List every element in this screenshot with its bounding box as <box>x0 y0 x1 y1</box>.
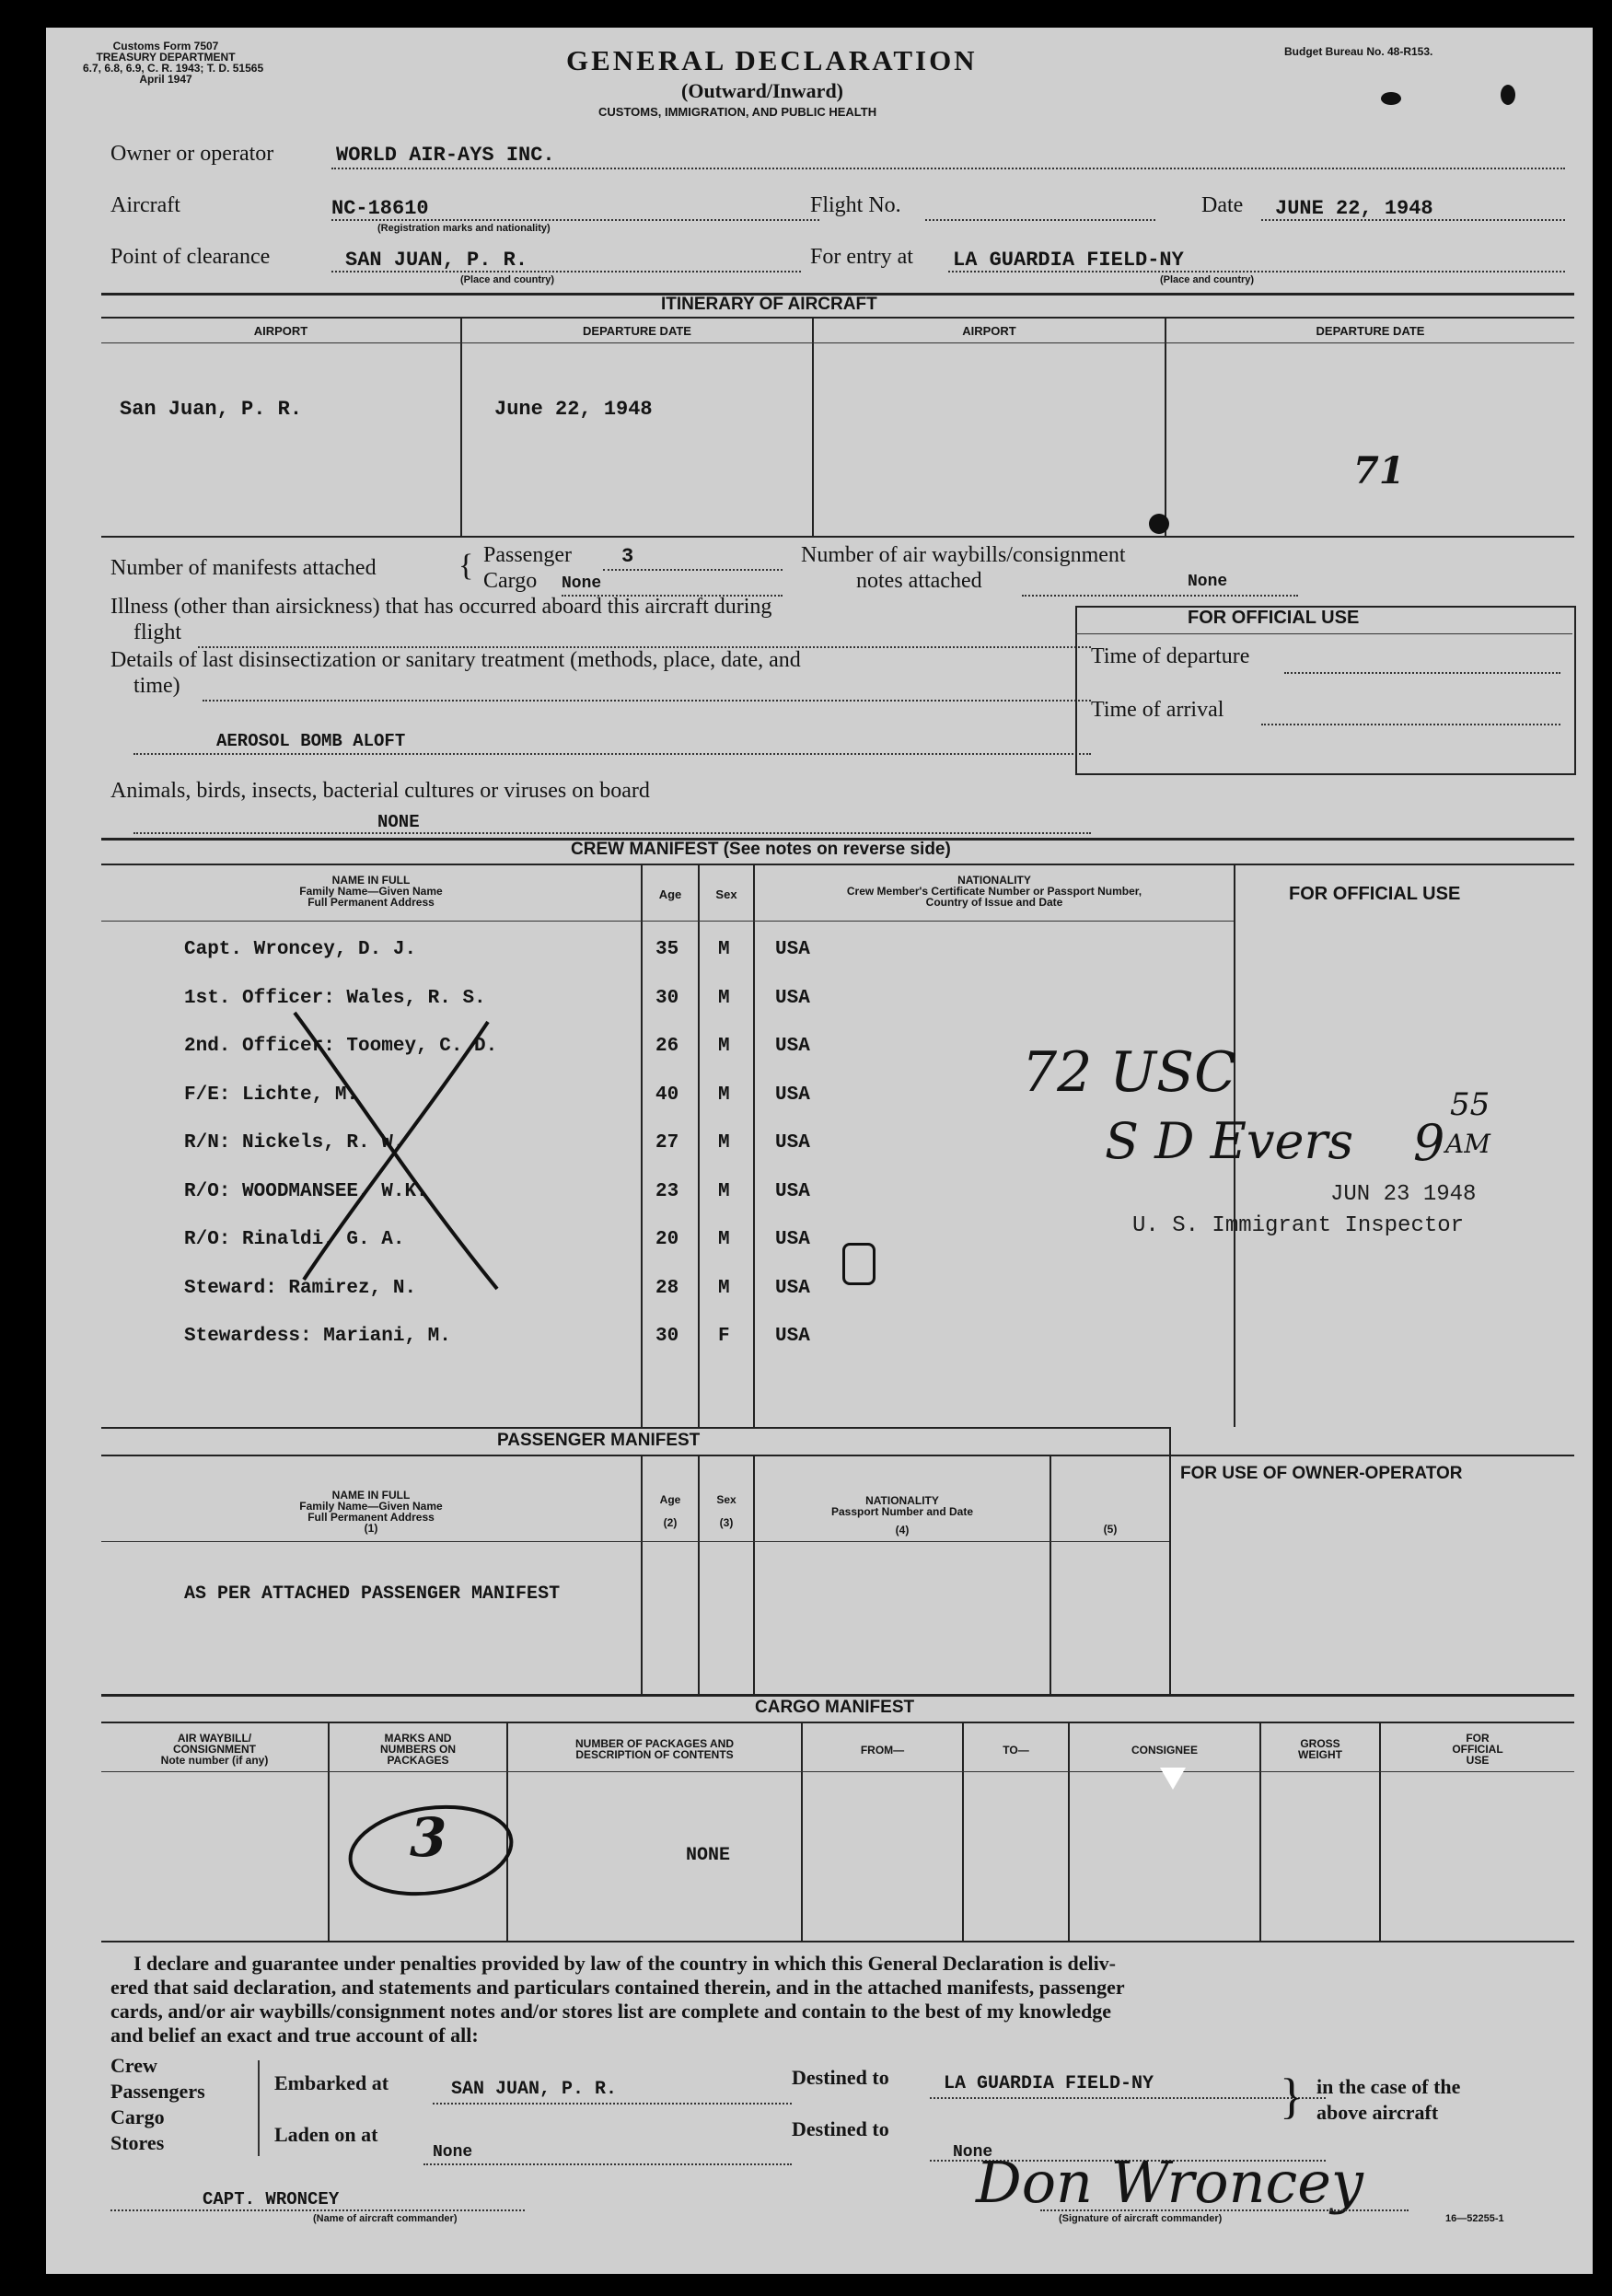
cargo-header-from: FROM— <box>860 1744 905 1757</box>
animals-line <box>133 832 1091 834</box>
itinerary-header-airport-1: AIRPORT <box>253 324 308 338</box>
page-subtitle-2: CUSTOMS, IMMIGRATION, AND PUBLIC HEALTH <box>598 105 877 119</box>
crew-title-rule <box>101 864 1574 865</box>
ink-speck <box>1381 92 1401 105</box>
embarked-label: Embarked at <box>274 2071 389 2094</box>
date-value: JUNE 22, 1948 <box>1275 197 1433 220</box>
itinerary-bottom-rule <box>101 536 1574 538</box>
category-crew: Crew <box>110 2054 157 2077</box>
passenger-header-sex-label: Sex <box>716 1493 736 1506</box>
crew-name: R/O: Rinaldi, G. A. <box>184 1229 405 1250</box>
crew-sex: M <box>718 1277 730 1299</box>
crew-header-rule <box>101 921 1234 922</box>
passenger-header-age-num: (2) <box>663 1516 678 1529</box>
official-use-title: FOR OFFICIAL USE <box>1188 608 1360 628</box>
crew-age: 40 <box>655 1084 679 1106</box>
crew-nationality: USA <box>775 1132 810 1154</box>
crew-header-name-2: Family Name—Given Name <box>299 885 443 898</box>
cargo-header-to: TO— <box>1003 1744 1029 1757</box>
laden-label: Laden on at <box>274 2123 378 2146</box>
itinerary-title-rule <box>101 317 1574 319</box>
declaration-line-1: I declare and guarantee under penalties provided by law of the country in which this General Declaration is deliv- <box>133 1952 1117 1975</box>
crew-header-nat-1: NATIONALITY <box>957 874 1031 887</box>
destined-label-1: Destined to <box>792 2066 889 2089</box>
itinerary-airport: San Juan, P. R. <box>120 398 303 421</box>
crew-strike-mark <box>276 1003 516 1298</box>
budget-bureau: Budget Bureau No. 48-R153. <box>1284 45 1433 58</box>
disinsect-line-1 <box>203 700 1091 702</box>
crew-age: 20 <box>655 1229 679 1250</box>
passenger-col-sex <box>698 1455 700 1694</box>
crew-header-official: FOR OFFICIAL USE <box>1289 884 1461 904</box>
disinsect-label-2: time) <box>133 674 180 698</box>
waybills-line <box>1022 595 1298 597</box>
passenger-header-age <box>643 1493 698 1530</box>
handwritten-code: 72 USC <box>1022 1040 1236 1105</box>
department-name: TREASURY DEPARTMENT <box>96 51 236 64</box>
page-title: GENERAL DECLARATION <box>566 44 978 76</box>
declaration-categories <box>110 2053 205 2156</box>
crew-sex: M <box>718 987 730 1009</box>
crew-sex: M <box>718 1084 730 1106</box>
category-cargo: Cargo <box>110 2105 165 2128</box>
declaration-line-2: ered that said declaration, and statements and particulars contained therein, and in the attached manifests, passenger <box>110 1976 1125 1999</box>
form-date: April 1947 <box>139 73 192 86</box>
animals-label: Animals, birds, insects, bacterial cultures or viruses on board <box>110 779 650 803</box>
ink-speck <box>842 1243 876 1285</box>
crew-sex: F <box>718 1326 730 1347</box>
time-departure-line <box>1284 672 1560 674</box>
passenger-col-owner <box>1169 1427 1171 1694</box>
waybills-label-1: Number of air waybills/consignment <box>801 543 1126 567</box>
crew-age: 28 <box>655 1277 679 1299</box>
cargo-header-marks-1: MARKS AND <box>384 1732 452 1745</box>
handwritten-time-minutes: 55 <box>1450 1086 1490 1123</box>
crew-age: 26 <box>655 1036 679 1057</box>
manifests-brace: { <box>458 549 474 583</box>
cargo-header-num <box>508 1738 801 1760</box>
waybills-label-2: notes attached <box>856 569 982 593</box>
destined-label-2: Destined to <box>792 2117 889 2140</box>
cargo-header-official-1: FOR <box>1466 1732 1490 1745</box>
passenger-value: 3 <box>621 545 634 568</box>
crew-name: Stewardess: Mariani, M. <box>184 1326 451 1347</box>
crew-nationality: USA <box>775 1277 810 1299</box>
passenger-header-sex-num: (3) <box>719 1516 734 1529</box>
page-subtitle: (Outward/Inward) <box>681 79 844 102</box>
time-departure-label: Time of departure <box>1091 644 1250 668</box>
cargo-header-marks <box>330 1733 506 1766</box>
crew-name: F/E: Lichte, M. <box>184 1084 359 1106</box>
cargo-header-num-1: NUMBER OF PACKAGES AND <box>574 1737 734 1750</box>
passenger-header-name <box>101 1490 641 1534</box>
passenger-header-nat-num: (4) <box>895 1524 910 1536</box>
scan-notch <box>1160 1768 1186 1790</box>
cargo-header-gross-1: GROSS <box>1300 1737 1340 1750</box>
cargo-header-consignee: CONSIGNEE <box>1131 1744 1198 1757</box>
clearance-note: (Place and country) <box>460 274 555 285</box>
signature-line <box>1040 2209 1409 2211</box>
itinerary-col-1 <box>460 317 462 536</box>
passenger-header-name-num: (1) <box>364 1522 378 1535</box>
passenger-header-age-label: Age <box>659 1493 681 1506</box>
form-paper <box>46 28 1593 2274</box>
flight-label: Flight No. <box>810 193 901 217</box>
cargo-title-rule <box>101 1722 1574 1723</box>
passenger-header-nat-2: Passport Number and Date <box>830 1505 974 1518</box>
cargo-header-waybill-2: CONSIGNMENT <box>173 1743 256 1756</box>
passenger-line <box>603 569 783 571</box>
entry-note: (Place and country) <box>1160 274 1255 285</box>
crew-name: Steward: Ramirez, N. <box>184 1277 417 1299</box>
itinerary-departure: June 22, 1948 <box>494 398 653 421</box>
itinerary-col-2 <box>812 317 814 536</box>
time-arrival-line <box>1261 724 1560 725</box>
clearance-value: SAN JUAN, P. R. <box>345 249 528 272</box>
crew-header-nat-2: Crew Member's Certificate Number or Passport Number, <box>846 885 1142 898</box>
commander-line <box>110 2209 525 2211</box>
cargo-header-waybill <box>101 1733 328 1766</box>
form-number: Customs Form 7507 <box>112 40 219 52</box>
entry-label: For entry at <box>810 245 913 269</box>
aircraft-value: NC-18610 <box>331 197 429 220</box>
crew-age: 35 <box>655 939 679 960</box>
crew-title: CREW MANIFEST (See notes on reverse side) <box>571 840 951 859</box>
time-arrival-label: Time of arrival <box>1091 698 1224 722</box>
in-case-line-1: in the case of the <box>1316 2075 1461 2098</box>
form-header-left <box>83 40 264 86</box>
disinsect-line-2 <box>133 753 1091 755</box>
crew-header-sex: Sex <box>715 887 737 901</box>
regulations: 6.7, 6.8, 6.9, C. R. 1943; T. D. 51565 <box>83 62 264 75</box>
itinerary-handwritten-number: 71 <box>1353 449 1405 493</box>
passenger-header-rule <box>101 1541 1169 1542</box>
destined-value-1: LA GUARDIA FIELD-NY <box>944 2073 1154 2094</box>
ink-speck <box>1149 514 1169 534</box>
crew-sex: M <box>718 1132 730 1154</box>
crew-header-nationality <box>755 875 1234 908</box>
crew-age: 30 <box>655 987 679 1009</box>
itinerary-header-departure-1: DEPARTURE DATE <box>583 324 691 338</box>
animals-value: NONE <box>377 812 420 832</box>
owner-line <box>331 168 1565 169</box>
crew-nationality: USA <box>775 987 810 1009</box>
crew-col-sex <box>698 864 700 1427</box>
destined-value-2: None <box>953 2143 993 2162</box>
stamp-title: U. S. Immigrant Inspector <box>1132 1213 1465 1238</box>
cargo-label: Cargo <box>483 569 538 593</box>
handwritten-officer-signature: S D Evers <box>1105 1112 1354 1170</box>
category-stores: Stores <box>110 2131 165 2154</box>
destined-line-1 <box>930 2097 1326 2099</box>
crew-name: Capt. Wroncey, D. J. <box>184 939 417 960</box>
passenger-row: AS PER ATTACHED PASSENGER MANIFEST <box>184 1583 561 1605</box>
itinerary-header-departure-2: DEPARTURE DATE <box>1316 324 1425 338</box>
laden-value: None <box>433 2143 473 2162</box>
crew-name: R/O: WOODMANSEE, W.K. <box>184 1180 428 1202</box>
commander-signature: Don Wroncey <box>976 2149 1363 2216</box>
passenger-top-rule <box>101 1427 1169 1429</box>
passenger-header-name-3: Full Permanent Address <box>307 1511 435 1524</box>
declaration-line-3: cards, and/or air waybills/consignment notes and/or stores list are complete and contain to the best of my knowledge <box>110 2000 1111 2023</box>
cargo-header-official-2: OFFICIAL <box>1452 1743 1503 1756</box>
passenger-header-5: (5) <box>1103 1523 1118 1536</box>
cargo-header-marks-2: NUMBERS ON <box>379 1743 456 1756</box>
in-case-line-2: above aircraft <box>1316 2101 1439 2124</box>
passenger-col-nat <box>753 1455 755 1694</box>
crew-header-name-1: NAME IN FULL <box>331 874 411 887</box>
crew-col-nat <box>753 864 755 1427</box>
disinsect-value: AEROSOL BOMB ALOFT <box>216 731 406 751</box>
commander-note: (Name of aircraft commander) <box>313 2213 458 2224</box>
passenger-header-nat-1: NATIONALITY <box>865 1494 939 1507</box>
waybills-value: None <box>1188 573 1228 591</box>
crew-name: 1st. Officer: Wales, R. S. <box>184 987 486 1009</box>
aircraft-label: Aircraft <box>110 193 180 217</box>
cargo-value: None <box>562 574 602 593</box>
passenger-title: PASSENGER MANIFEST <box>497 1431 701 1450</box>
cargo-header-marks-3: PACKAGES <box>387 1754 449 1767</box>
cargo-header-gross-2: WEIGHT <box>1298 1748 1342 1761</box>
crew-header-name <box>101 875 641 908</box>
passenger-col-5 <box>1050 1455 1051 1694</box>
categories-brace <box>258 2060 260 2156</box>
crew-col-age <box>641 864 643 1427</box>
crew-nationality: USA <box>775 1036 810 1057</box>
cargo-header-official-3: USE <box>1466 1754 1490 1767</box>
cargo-header-waybill-3: Note number (if any) <box>160 1754 269 1767</box>
cargo-header-rule <box>101 1771 1574 1772</box>
crew-header-nat-3: Country of Issue and Date <box>925 896 1063 909</box>
category-passengers: Passengers <box>110 2080 205 2103</box>
passenger-header-nat <box>755 1495 1050 1536</box>
commander-name: CAPT. WRONCEY <box>203 2189 340 2209</box>
passenger-header-name-2: Family Name—Given Name <box>299 1500 443 1513</box>
cargo-title: CARGO MANIFEST <box>755 1698 915 1717</box>
crew-nationality: USA <box>775 1326 810 1347</box>
disinsect-label-1: Details of last disinsectization or sanitary treatment (methods, place, date, and <box>110 648 801 672</box>
crew-age: 27 <box>655 1132 679 1154</box>
handwritten-ampm: AM <box>1445 1129 1490 1159</box>
crew-nationality: USA <box>775 1229 810 1250</box>
cargo-header-official <box>1381 1733 1574 1766</box>
crew-sex: M <box>718 1036 730 1057</box>
owner-label: Owner or operator <box>110 142 274 166</box>
destined-brace: } <box>1280 2069 1304 2124</box>
embarked-line <box>433 2103 792 2105</box>
cargo-top-rule <box>101 1694 1574 1697</box>
illness-label-2: flight <box>133 620 181 644</box>
cargo-header-gross <box>1261 1738 1379 1760</box>
date-label: Date <box>1201 193 1244 217</box>
declaration-line-4: and belief an exact and true account of all: <box>110 2023 479 2047</box>
crew-name: 2nd. Officer: Toomey, C. D. <box>184 1036 498 1057</box>
crew-sex: M <box>718 1180 730 1202</box>
official-use-title-rule <box>1075 633 1572 634</box>
flight-line <box>925 219 1155 221</box>
passenger-header-owner: FOR USE OF OWNER-OPERATOR <box>1180 1464 1463 1483</box>
cargo-bottom-rule <box>101 1941 1574 1942</box>
crew-age: 30 <box>655 1326 679 1347</box>
handwritten-time: 9 <box>1413 1114 1445 1172</box>
crew-sex: M <box>718 1229 730 1250</box>
print-code: 16—52255-1 <box>1445 2213 1504 2224</box>
official-use-box <box>1075 606 1576 775</box>
passenger-title-rule <box>101 1455 1574 1456</box>
handwritten-package-count: 3 <box>410 1806 447 1869</box>
cargo-header-num-2: DESCRIPTION OF CONTENTS <box>575 1748 734 1761</box>
laden-line <box>423 2163 792 2165</box>
crew-name: R/N: Nickels, R. W. <box>184 1132 405 1154</box>
itinerary-col-3 <box>1165 317 1166 536</box>
owner-value: WORLD AIR-AYS INC. <box>336 144 555 167</box>
passenger-header-sex <box>700 1493 753 1530</box>
crew-nationality: USA <box>775 1180 810 1202</box>
itinerary-header-rule <box>101 342 1574 343</box>
aircraft-note: (Registration marks and nationality) <box>377 223 551 234</box>
manifests-label: Number of manifests attached <box>110 556 377 580</box>
passenger-col-age <box>641 1455 643 1694</box>
crew-header-name-3: Full Permanent Address <box>307 896 435 909</box>
crew-nationality: USA <box>775 939 810 960</box>
crew-sex: M <box>718 939 730 960</box>
crew-nationality: USA <box>775 1084 810 1106</box>
clearance-label: Point of clearance <box>110 245 271 269</box>
crew-header-age: Age <box>658 887 682 901</box>
itinerary-title: ITINERARY OF AIRCRAFT <box>661 295 877 314</box>
passenger-label: Passenger <box>483 543 572 567</box>
cargo-header-waybill-1: AIR WAYBILL/ <box>177 1732 252 1745</box>
itinerary-header-airport-2: AIRPORT <box>962 324 1016 338</box>
illness-label-1: Illness (other than airsickness) that has occurred aboard this aircraft during <box>110 595 772 619</box>
passenger-header-name-1: NAME IN FULL <box>331 1489 411 1502</box>
entry-value: LA GUARDIA FIELD-NY <box>953 249 1184 272</box>
embarked-value: SAN JUAN, P. R. <box>451 2079 618 2100</box>
ink-speck <box>1501 85 1515 105</box>
cargo-contents: NONE <box>686 1845 731 1866</box>
crew-age: 23 <box>655 1180 679 1202</box>
stamp-date: JUN 23 1948 <box>1330 1182 1477 1207</box>
signature-note: (Signature of aircraft commander) <box>1059 2213 1223 2224</box>
